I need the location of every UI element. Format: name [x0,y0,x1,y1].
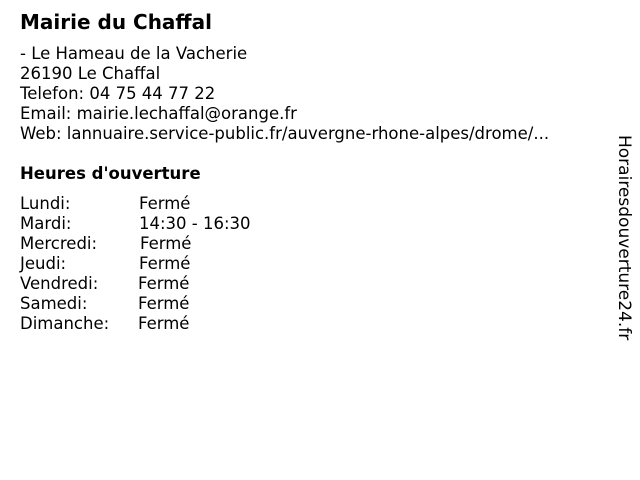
email-address: Email: mairie.lechaffal@orange.fr [20,104,297,123]
opening-hours-table [20,194,320,334]
street-address: - Le Hameau de la Vacherie [20,44,248,63]
day-label: Mardi: [20,214,72,233]
website-url: Web: lannuaire.service-public.fr/auvergne-rhone-alpes/drome/... [20,124,550,143]
hours-row-jeudi [20,254,320,274]
day-label: Samedi: [20,294,88,313]
hours-value: 14:30 - 16:30 [139,214,251,233]
phone-number: Telefon: 04 75 44 77 22 [20,84,216,103]
day-label: Dimanche: [20,314,110,333]
site-watermark [612,135,636,375]
day-label: Vendredi: [20,274,99,293]
hours-row-dimanche [20,314,320,334]
page-title: Mairie du Chaffal [20,10,212,34]
hours-value: Fermé [138,294,190,313]
day-label: Jeudi: [20,254,67,273]
watermark-text: Horairesdouverture24.fr [614,135,634,341]
hours-value: Fermé [139,254,191,273]
hours-row-lundi [20,194,320,214]
address-block [20,44,549,144]
hours-value: Fermé [138,314,190,333]
hours-row-mercredi [20,234,320,254]
postal-city: 26190 Le Chaffal [20,64,161,83]
hours-value: Fermé [138,274,190,293]
hours-value: Fermé [140,234,192,253]
hours-row-mardi [20,214,320,234]
opening-hours-heading: Heures d'ouverture [20,164,201,183]
hours-row-vendredi [20,274,320,294]
hours-row-samedi [20,294,320,314]
day-label: Mercredi: [20,234,98,253]
hours-value: Fermé [139,194,191,213]
day-label: Lundi: [20,194,71,213]
